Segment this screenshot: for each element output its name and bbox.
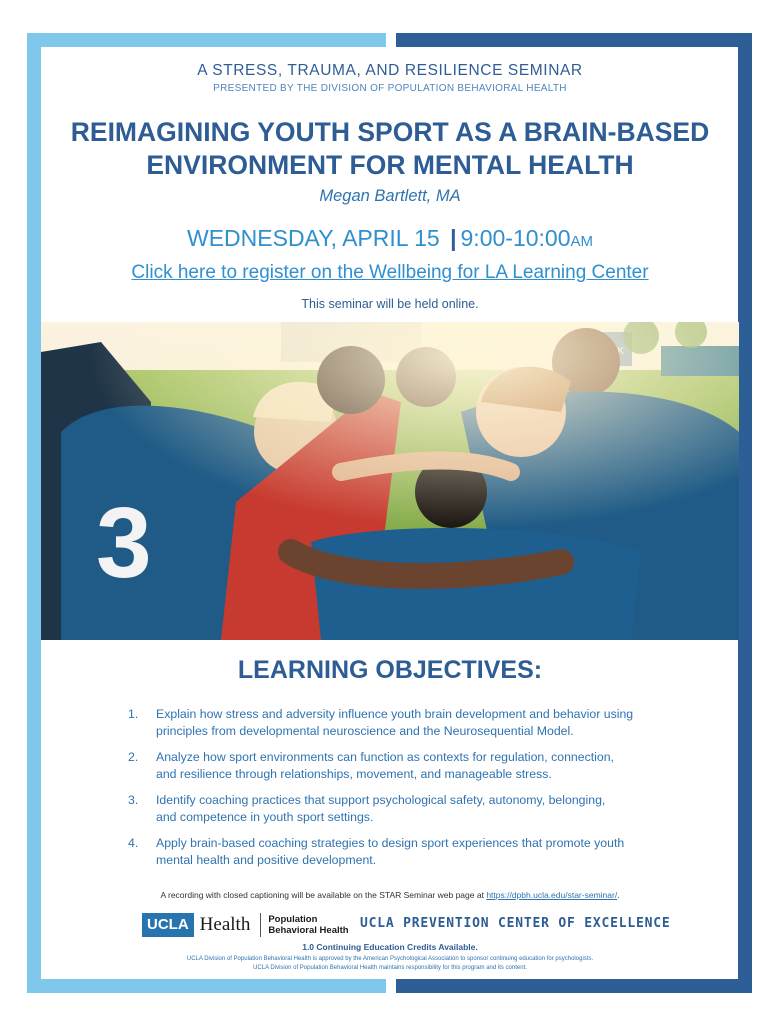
objective-number: 2. [128,750,139,764]
ce-credits: 1.0 Continuing Education Credits Available. [302,942,478,952]
online-note: This seminar will be held online. [301,297,479,311]
objective-line: principles from developmental neuroscience and the Neurosequential Model. [156,724,574,738]
objective-line: Explain how stress and adversity influence youth brain development and behavior using [156,707,634,721]
seminar-datetime [0,225,780,252]
presenter-org: PRESENTED BY THE DIVISION OF POPULATION BEHAVIORAL HEALTH [213,83,567,94]
objective-line: mental health and positive development. [156,853,377,867]
objective-item [128,706,688,740]
objective-line: Identify coaching practices that support psychological safety, autonomy, belonging, [156,793,606,807]
objective-line: and competence in youth sport settings. [156,810,374,824]
objective-line: Apply brain-based coaching strategies to design sport experiences that promote youth [156,836,625,850]
seminar-time: 9:00-10:00 [460,225,571,251]
logo-divider [260,913,261,937]
recording-text: A recording with closed captioning will be available on the STAR Seminar web page at [160,890,484,900]
objective-text [156,706,688,740]
seminar-date: WEDNESDAY, APRIL 15 [187,225,440,251]
ucla-logo-box: UCLA [142,913,194,937]
objective-item [128,835,688,869]
date-separator: | [450,225,457,251]
objectives-list [128,706,688,878]
objective-text [156,835,688,869]
ucla-health-logo [142,912,352,938]
register-link[interactable]: Click here to register on the Wellbeing for LA Learning Center [131,262,649,283]
objective-number: 1. [128,707,139,721]
speaker-name: Megan Bartlett, MA [319,187,461,205]
pbh-wordmark [268,914,348,936]
apa-statement-2: UCLA Division of Population Behavioral Health maintains responsibility for this program and its content. [253,965,527,971]
objective-item [128,792,688,826]
objective-line: Analyze how sport environments can function as contexts for regulation, connection, [156,750,614,764]
objectives-heading: LEARNING OBJECTIVES: [237,656,543,684]
prevention-center-logo: UCLA PREVENTION CENTER OF EXCELLENCE [360,916,671,931]
frame-top-left [27,33,386,47]
series-title: A STRESS, TRAUMA, AND RESILIENCE SEMINAR [197,62,583,79]
seminar-title-line-1: REIMAGINING YOUTH SPORT AS A BRAIN-BASED [70,117,710,147]
health-wordmark: Health [199,914,251,935]
frame-top-right [396,33,752,47]
objective-line: and resilience through relationships, movement, and manageable stress. [156,767,552,781]
frame-bottom-left [27,979,386,993]
frame-bottom-right [396,979,752,993]
objective-text [156,749,688,783]
pbh-line: Behavioral Health [268,925,349,936]
objective-number: 4. [128,836,139,850]
pbh-line: Population [268,914,318,925]
team-huddle-photo [41,322,739,640]
apa-statement-1: UCLA Division of Population Behavioral Health is approved by the American Psychological Association to sponsor continuing education for psychologists. [186,956,594,962]
objective-item [128,749,688,783]
seminar-title-line-2: ENVIRONMENT FOR MENTAL HEALTH [146,150,634,180]
objective-text [156,792,688,826]
star-seminar-link[interactable]: https://dpbh.ucla.edu/star-seminar/ [486,890,618,900]
recording-end: . [617,890,620,900]
recording-note [0,890,780,900]
time-suffix: AM [570,233,593,250]
objective-number: 3. [128,793,139,807]
